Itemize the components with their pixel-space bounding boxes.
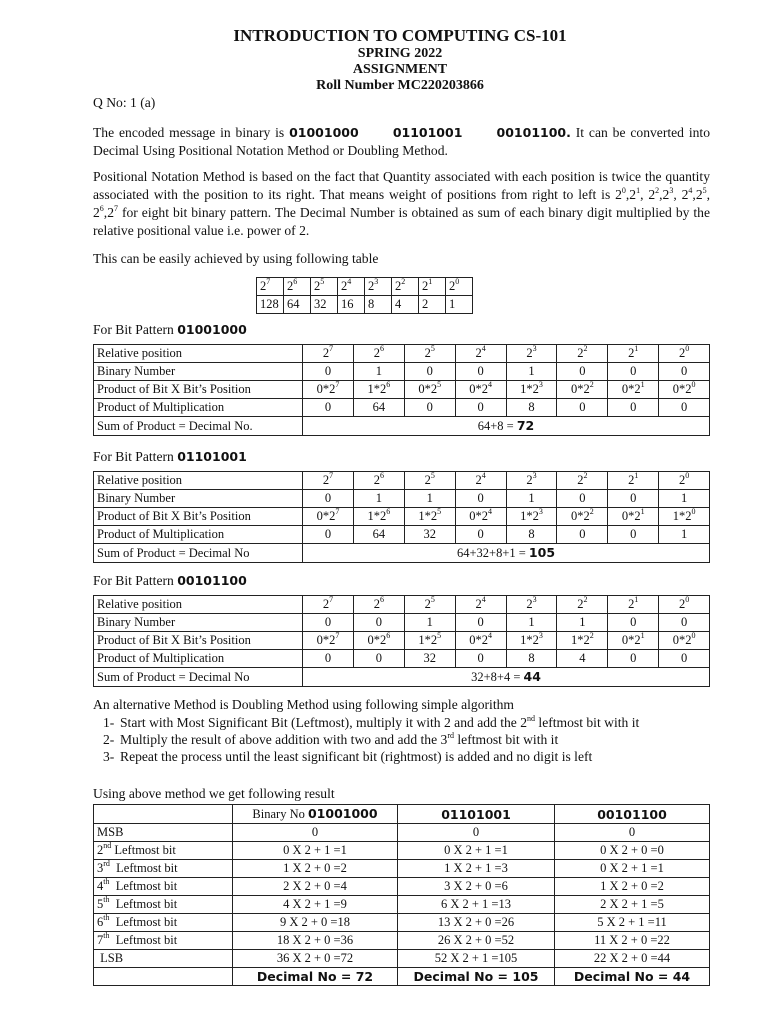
multiplication-cell: 64 xyxy=(353,526,404,544)
table-row xyxy=(94,417,710,436)
step-cell: 0 X 2 + 0 =0 xyxy=(555,842,710,860)
decimal-total-cell: Decimal No = 105 xyxy=(398,968,555,986)
power-label: $2^1$ xyxy=(422,277,433,293)
binary-cell: 1 xyxy=(404,490,455,508)
table-row xyxy=(94,914,710,932)
step-cell: 5 X 2 + 1 =11 xyxy=(555,914,710,932)
row-label: Binary Number xyxy=(94,490,303,508)
position-cell xyxy=(455,345,506,363)
power-exponent-cell xyxy=(392,278,419,296)
position-label: $2^3$ xyxy=(526,471,537,487)
power-exponent-cell xyxy=(419,278,446,296)
table-row xyxy=(94,345,710,363)
power-label: $2^3$ xyxy=(368,277,379,293)
table-row xyxy=(94,363,710,381)
document-title: INTRODUCTION TO COMPUTING CS-101 xyxy=(233,26,567,45)
bit-pattern-table xyxy=(93,471,710,563)
product-expression: $0*2^1$ xyxy=(621,631,645,647)
step-cell: 1 X 2 + 0 =2 xyxy=(555,878,710,896)
position-label: $2^7$ xyxy=(322,595,334,611)
result-intro: Using above method we get following result xyxy=(93,786,335,801)
position-label: $2^3$ xyxy=(526,595,537,611)
product-cell xyxy=(455,508,506,526)
row-label: Sum of Product = Decimal No xyxy=(94,668,303,687)
position-label: $2^5$ xyxy=(424,471,435,487)
table-row xyxy=(94,596,710,614)
position-cell xyxy=(455,472,506,490)
row-label: 6th Leftmost bit xyxy=(94,914,233,932)
product-cell xyxy=(303,632,354,650)
table-row xyxy=(94,544,710,563)
multiplication-cell: 4 xyxy=(557,650,608,668)
step-cell: 0 xyxy=(555,824,710,842)
table-row xyxy=(94,526,710,544)
binary-word-1: 01001000 xyxy=(289,125,359,140)
binary-cell: 0 xyxy=(404,363,455,381)
position-label: $2^2$ xyxy=(577,471,588,487)
multiplication-cell: 0 xyxy=(659,650,710,668)
decimal-result: 72 xyxy=(516,418,535,433)
row-label: Binary Number xyxy=(94,363,303,381)
product-cell xyxy=(557,381,608,399)
row-label: 3rd Leftmost bit xyxy=(94,860,233,878)
table-row xyxy=(94,824,710,842)
power-value-cell: 2 xyxy=(419,296,446,314)
binary-cell: 1 xyxy=(353,363,404,381)
product-expression: $1*2^3$ xyxy=(520,507,543,523)
table-header-row xyxy=(94,805,710,824)
position-label: $2^4$ xyxy=(475,471,486,487)
binary-cell: 0 xyxy=(455,363,506,381)
product-expression: $0*2^4$ xyxy=(469,380,492,396)
step-cell: 2 X 2 + 1 =5 xyxy=(555,896,710,914)
product-expression: $0*2^0$ xyxy=(672,380,696,396)
power-value-cell: 32 xyxy=(311,296,338,314)
binary-cell: 1 xyxy=(506,614,557,632)
product-expression: $1*2^5$ xyxy=(418,631,442,647)
step-cell: 2 X 2 + 0 =4 xyxy=(233,878,398,896)
product-cell xyxy=(404,508,455,526)
row-label: 4th Leftmost bit xyxy=(94,878,233,896)
row-label: Relative position xyxy=(94,345,303,363)
position-cell xyxy=(506,596,557,614)
position-label: $2^0$ xyxy=(678,471,690,487)
product-cell xyxy=(608,508,659,526)
power-value-cell: 128 xyxy=(257,296,284,314)
table-row xyxy=(94,878,710,896)
product-cell xyxy=(608,381,659,399)
step-cell: 0 X 2 + 1 =1 xyxy=(233,842,398,860)
power-exponent-cell xyxy=(338,278,365,296)
decimal-result: 44 xyxy=(523,669,541,684)
power-exponent-cell xyxy=(311,278,338,296)
product-expression: $0*2^5$ xyxy=(418,380,442,396)
table-row xyxy=(94,508,710,526)
multiplication-cell: 8 xyxy=(506,650,557,668)
binary-cell: 0 xyxy=(455,614,506,632)
row-label: Relative position xyxy=(94,596,303,614)
position-cell xyxy=(404,596,455,614)
position-cell xyxy=(353,472,404,490)
decimal-total-cell: Decimal No = 72 xyxy=(233,968,398,986)
step-cell: 11 X 2 + 0 =22 xyxy=(555,932,710,950)
step-cell: 36 X 2 + 0 =72 xyxy=(233,950,398,968)
table-row xyxy=(94,381,710,399)
row-label: Product of Multiplication xyxy=(94,650,303,668)
product-cell xyxy=(404,381,455,399)
table-row xyxy=(94,490,710,508)
table-row xyxy=(94,614,710,632)
multiplication-cell: 0 xyxy=(303,399,354,417)
binary-cell: 1 xyxy=(353,490,404,508)
step-cell: 0 X 2 + 1 =1 xyxy=(555,860,710,878)
table-row xyxy=(94,860,710,878)
table-row xyxy=(94,932,710,950)
binary-cell: 1 xyxy=(557,614,608,632)
product-cell xyxy=(506,381,557,399)
product-expression: $0*2^6$ xyxy=(367,631,391,647)
power-label: $2^2$ xyxy=(395,277,406,293)
multiplication-cell: 0 xyxy=(608,526,659,544)
step-cell: 26 X 2 + 0 =52 xyxy=(398,932,555,950)
algorithm-step: 2- Multiply the result of above addition with two and add the 3rd leftmost bit with it xyxy=(103,731,559,747)
binary-cell: 1 xyxy=(404,614,455,632)
position-label: $2^7$ xyxy=(322,471,334,487)
row-label: Product of Multiplication xyxy=(94,399,303,417)
position-cell xyxy=(659,596,710,614)
multiplication-cell: 0 xyxy=(353,650,404,668)
power-label: $2^6$ xyxy=(287,277,298,293)
position-label: $2^6$ xyxy=(373,344,384,360)
algorithm-step: 1- Start with Most Significant Bit (Leftmost), multiply it with 2 and add the 2nd leftmost bit with it xyxy=(103,714,640,730)
question-label: Q No: 1 (a) xyxy=(93,95,156,110)
doubling-table xyxy=(93,804,710,986)
product-expression: $1*2^2$ xyxy=(570,631,594,647)
bit-pattern-label: For Bit Pattern 01001000 xyxy=(93,322,247,337)
power-label: $2^0$ xyxy=(449,277,460,293)
power-value-cell: 1 xyxy=(446,296,473,314)
multiplication-cell: 1 xyxy=(659,526,710,544)
step-cell: 1 X 2 + 0 =2 xyxy=(233,860,398,878)
step-cell: 0 xyxy=(233,824,398,842)
product-cell xyxy=(455,381,506,399)
multiplication-cell: 8 xyxy=(506,399,557,417)
bit-pattern-table xyxy=(93,344,710,436)
position-label: $2^6$ xyxy=(373,471,384,487)
step-cell: 18 X 2 + 0 =36 xyxy=(233,932,398,950)
binary-cell: 0 xyxy=(659,614,710,632)
table-row xyxy=(94,950,710,968)
binary-cell: 1 xyxy=(506,490,557,508)
position-cell xyxy=(404,472,455,490)
row-label: 2nd Leftmost bit xyxy=(94,842,233,860)
multiplication-cell: 0 xyxy=(303,650,354,668)
algorithm-steps xyxy=(103,714,710,765)
power-value-cell: 8 xyxy=(365,296,392,314)
position-label: $2^1$ xyxy=(628,344,639,360)
intro-paragraph: The encoded message in binary is 01001000 01101001 00101100. It can be converted into Decimal Using Positional Notation Method or Doubling Method. xyxy=(93,125,710,158)
power-value-cell: 4 xyxy=(392,296,419,314)
multiplication-cell: 0 xyxy=(608,650,659,668)
product-expression: $1*2^6$ xyxy=(367,380,391,396)
row-label: Product of Bit X Bit’s Position xyxy=(94,632,303,650)
table-row xyxy=(94,842,710,860)
position-label: $2^1$ xyxy=(628,471,639,487)
weights-sequence: $2^0,2^1$, $2^2,2^3$, $2^4,2^5$, $2^6,2^7$ xyxy=(93,186,711,220)
product-expression: $0*2^2$ xyxy=(570,507,594,523)
multiplication-cell: 64 xyxy=(353,399,404,417)
binary-word-3: 00101100. xyxy=(496,125,571,140)
row-label: Product of Bit X Bit’s Position xyxy=(94,381,303,399)
position-label: $2^2$ xyxy=(577,595,588,611)
product-cell xyxy=(353,632,404,650)
product-expression: $0*2^7$ xyxy=(316,380,340,396)
position-cell xyxy=(353,596,404,614)
bit-pattern-label: For Bit Pattern 00101100 xyxy=(93,573,247,588)
multiplication-cell: 0 xyxy=(303,526,354,544)
position-cell xyxy=(557,345,608,363)
table-row xyxy=(94,896,710,914)
sum-cell: 64+8 = 72 xyxy=(303,417,710,436)
header-cell: 00101100 xyxy=(555,805,710,824)
table-row xyxy=(94,650,710,668)
product-cell xyxy=(353,508,404,526)
product-cell xyxy=(557,508,608,526)
position-label: $2^7$ xyxy=(322,344,334,360)
product-expression: $1*2^0$ xyxy=(672,507,696,523)
position-cell xyxy=(659,472,710,490)
product-expression: $1*2^5$ xyxy=(418,507,442,523)
product-cell xyxy=(353,381,404,399)
sum-cell: 64+32+8+1 = 105 xyxy=(303,544,710,563)
position-cell xyxy=(303,596,354,614)
multiplication-cell: 32 xyxy=(404,650,455,668)
binary-cell: 0 xyxy=(608,363,659,381)
multiplication-cell: 0 xyxy=(455,526,506,544)
multiplication-cell: 0 xyxy=(455,399,506,417)
power-value-cell: 16 xyxy=(338,296,365,314)
multiplication-cell: 0 xyxy=(659,399,710,417)
binary-cell: 0 xyxy=(303,614,354,632)
decimal-total-cell: Decimal No = 44 xyxy=(555,968,710,986)
bit-pattern-table xyxy=(93,595,710,687)
doubling-intro: An alternative Method is Doubling Method using following simple algorithm xyxy=(93,697,514,712)
multiplication-cell: 0 xyxy=(608,399,659,417)
product-expression: $0*2^1$ xyxy=(621,380,645,396)
step-cell: 1 X 2 + 1 =3 xyxy=(398,860,555,878)
power-exponent-cell xyxy=(446,278,473,296)
position-cell xyxy=(608,345,659,363)
product-cell xyxy=(659,508,710,526)
table-row xyxy=(94,399,710,417)
step-cell: 22 X 2 + 0 =44 xyxy=(555,950,710,968)
product-expression: $0*2^4$ xyxy=(469,631,492,647)
multiplication-cell: 0 xyxy=(455,650,506,668)
power-exponent-cell xyxy=(365,278,392,296)
multiplication-cell: 32 xyxy=(404,526,455,544)
position-cell xyxy=(303,472,354,490)
bit-pattern-label: For Bit Pattern 01101001 xyxy=(93,449,247,464)
binary-cell: 0 xyxy=(659,363,710,381)
multiplication-cell: 0 xyxy=(557,526,608,544)
algorithm-step: 3- Repeat the process until the least significant bit (rightmost) is added and no digit is left xyxy=(103,749,593,764)
product-expression: $0*2^1$ xyxy=(621,507,645,523)
row-label: 7th Leftmost bit xyxy=(94,932,233,950)
binary-cell: 0 xyxy=(303,490,354,508)
position-cell xyxy=(557,596,608,614)
position-cell xyxy=(455,596,506,614)
position-cell xyxy=(608,472,659,490)
table-row xyxy=(94,472,710,490)
binary-cell: 0 xyxy=(608,614,659,632)
row-label: MSB xyxy=(94,824,233,842)
decimal-result: 105 xyxy=(528,545,556,560)
position-cell xyxy=(557,472,608,490)
position-cell xyxy=(659,345,710,363)
table-row xyxy=(94,632,710,650)
product-cell xyxy=(455,632,506,650)
step-cell: 9 X 2 + 0 =18 xyxy=(233,914,398,932)
binary-cell: 0 xyxy=(557,363,608,381)
position-label: $2^4$ xyxy=(475,344,486,360)
position-label: $2^0$ xyxy=(678,344,690,360)
header-cell: 01101001 xyxy=(398,805,555,824)
binary-word-2: 01101001 xyxy=(392,125,463,140)
product-cell xyxy=(303,508,354,526)
row-label: LSB xyxy=(94,950,233,968)
position-label: $2^3$ xyxy=(526,344,537,360)
binary-cell: 0 xyxy=(303,363,354,381)
product-cell xyxy=(303,381,354,399)
position-cell xyxy=(303,345,354,363)
product-cell xyxy=(506,508,557,526)
row-label: 5th Leftmost bit xyxy=(94,896,233,914)
product-expression: $0*2^4$ xyxy=(469,507,492,523)
position-label: $2^0$ xyxy=(678,595,690,611)
roll-number-heading: Roll Number MC220203866 xyxy=(316,78,484,93)
position-label: $2^1$ xyxy=(628,595,639,611)
step-cell: 6 X 2 + 1 =13 xyxy=(398,896,555,914)
power-value-cell: 64 xyxy=(284,296,311,314)
position-cell xyxy=(353,345,404,363)
table-intro: This can be easily achieved by using following table xyxy=(93,251,379,266)
header-cell xyxy=(94,805,233,824)
position-label: $2^2$ xyxy=(577,344,588,360)
header-cell: Binary No 01001000 xyxy=(233,805,398,824)
product-expression: $1*2^3$ xyxy=(520,631,543,647)
row-label: Product of Bit X Bit’s Position xyxy=(94,508,303,526)
step-cell: 52 X 2 + 1 =105 xyxy=(398,950,555,968)
power-exponent-cell xyxy=(257,278,284,296)
sum-cell: 32+8+4 = 44 xyxy=(303,668,710,687)
binary-cell: 0 xyxy=(353,614,404,632)
step-cell: 13 X 2 + 0 =26 xyxy=(398,914,555,932)
product-cell xyxy=(608,632,659,650)
binary-cell: 0 xyxy=(608,490,659,508)
power-label: $2^7$ xyxy=(260,277,271,293)
product-cell xyxy=(659,632,710,650)
term-heading: SPRING 2022 xyxy=(357,46,443,61)
product-expression: $0*2^2$ xyxy=(570,380,594,396)
binary-cell: 1 xyxy=(506,363,557,381)
assignment-heading: ASSIGNMENT xyxy=(352,62,448,77)
binary-cell: 0 xyxy=(455,490,506,508)
binary-cell: 1 xyxy=(659,490,710,508)
power-label: $2^4$ xyxy=(341,277,352,293)
product-expression: $0*2^7$ xyxy=(316,631,340,647)
position-label: $2^5$ xyxy=(424,344,435,360)
position-cell xyxy=(404,345,455,363)
step-cell: 0 X 2 + 1 =1 xyxy=(398,842,555,860)
position-cell xyxy=(506,472,557,490)
multiplication-cell: 8 xyxy=(506,526,557,544)
row-label: Sum of Product = Decimal No. xyxy=(94,417,303,436)
product-expression: $1*2^6$ xyxy=(367,507,391,523)
position-cell xyxy=(608,596,659,614)
multiplication-cell: 0 xyxy=(557,399,608,417)
product-cell xyxy=(506,632,557,650)
power-exponent-cell xyxy=(284,278,311,296)
position-label: $2^4$ xyxy=(475,595,486,611)
power-label: $2^5$ xyxy=(314,277,325,293)
positional-paragraph: Positional Notation Method is based on the fact that Quantity associated with each position is twice the quantity associated with the position to its right. That means weight of positions from right to left is $2^0,2^1$, $2^2,2^3$, $2^4,2^5$, $2^6,2^7$ for eight bit binary pattern. The Decimal Number is obtained as sum of each binary digit multiplied by the relative positional value i.e. power of 2. xyxy=(93,169,711,238)
product-expression: $0*2^7$ xyxy=(316,507,340,523)
table-total-row xyxy=(94,968,710,986)
product-expression: $1*2^3$ xyxy=(520,380,543,396)
multiplication-cell: 0 xyxy=(404,399,455,417)
row-label: Relative position xyxy=(94,472,303,490)
table-row xyxy=(94,668,710,687)
row-label: Product of Multiplication xyxy=(94,526,303,544)
row-label: Binary Number xyxy=(94,614,303,632)
position-label: $2^6$ xyxy=(373,595,384,611)
binary-cell: 0 xyxy=(557,490,608,508)
product-cell xyxy=(659,381,710,399)
step-cell: 3 X 2 + 0 =6 xyxy=(398,878,555,896)
product-cell xyxy=(557,632,608,650)
position-label: $2^5$ xyxy=(424,595,435,611)
product-cell xyxy=(404,632,455,650)
step-cell: 0 xyxy=(398,824,555,842)
power-table xyxy=(256,277,473,314)
step-cell: 4 X 2 + 1 =9 xyxy=(233,896,398,914)
position-cell xyxy=(506,345,557,363)
row-label xyxy=(94,968,233,986)
row-label: Sum of Product = Decimal No xyxy=(94,544,303,563)
product-expression: $0*2^0$ xyxy=(672,631,696,647)
